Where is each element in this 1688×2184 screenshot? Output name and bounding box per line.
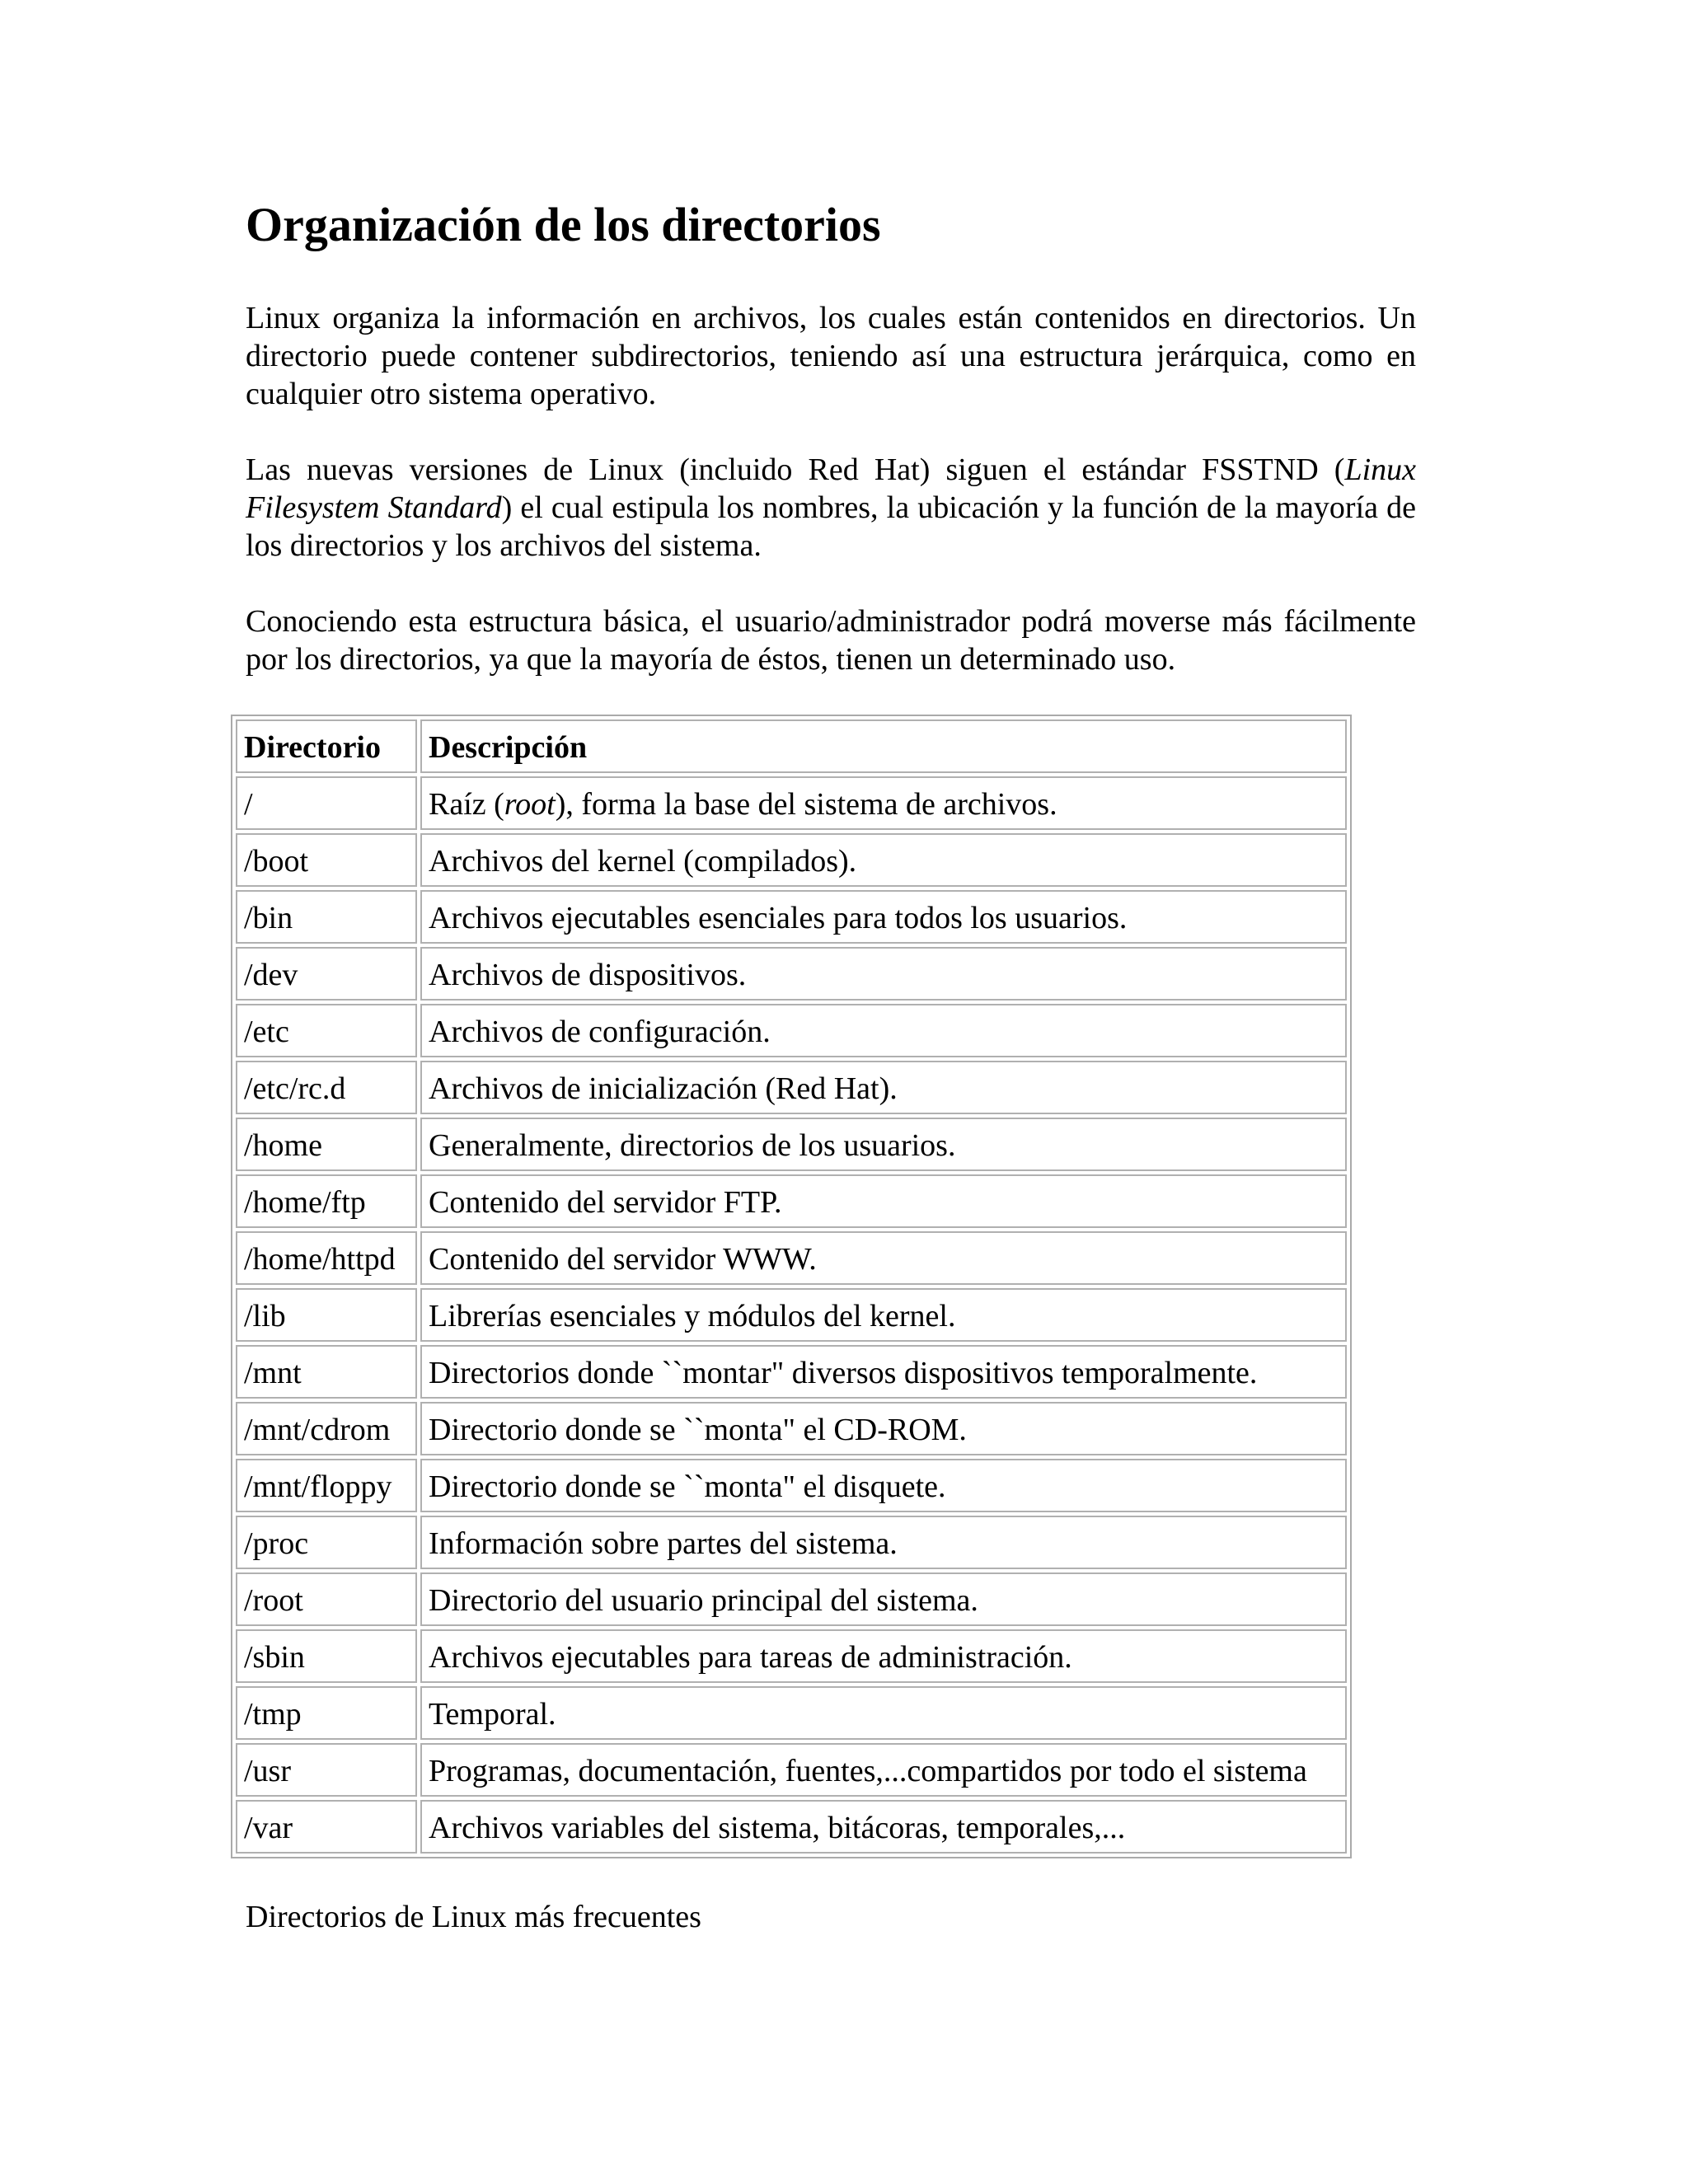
description-cell: Archivos ejecutables esenciales para todos los usuarios. [420, 890, 1347, 944]
table-row [236, 776, 1347, 830]
intro-paragraph: Linux organiza la información en archivos, los cuales están contenidos en directorios. Un directorio puede contener subdirectorios, teniendo así una estructura jerárquica, como en cualquier otro sistema operativo. [246, 300, 1416, 411]
directory-cell: /home/ftp [236, 1174, 417, 1228]
description-cell: Librerías esenciales y módulos del kernel. [420, 1288, 1347, 1342]
root-desc-italic: root [504, 786, 556, 822]
table-row [236, 1345, 1347, 1399]
table-caption: Directorios de Linux más frecuentes [246, 1899, 701, 1934]
table-row [236, 1004, 1347, 1057]
fsstnd-paragraph [246, 451, 1416, 565]
table-row [236, 1061, 1347, 1114]
description-cell: Archivos de inicialización (Red Hat). [420, 1061, 1347, 1114]
table-row [236, 1402, 1347, 1455]
description-cell: Archivos de configuración. [420, 1004, 1347, 1057]
table-row [236, 947, 1347, 1001]
directory-cell: /mnt/cdrom [236, 1402, 417, 1455]
directory-cell: /proc [236, 1516, 417, 1569]
directory-cell: /home/httpd [236, 1231, 417, 1285]
document-page [246, 198, 1416, 1936]
fsstnd-text-after: ) el cual estipula los nombres, la ubicación y la función de la mayoría de los directorios y los archivos del sistema. [246, 490, 1417, 563]
directory-cell: /home [236, 1118, 417, 1171]
table-row [236, 1800, 1347, 1854]
table-row [236, 833, 1347, 887]
table-row [236, 1174, 1347, 1228]
structure-paragraph: Conociendo esta estructura básica, el usuario/administrador podrá moverse más fácilmente por los directorios, ya que la mayoría de éstos, tienen un determinado uso. [246, 603, 1416, 677]
root-desc-after: ), forma la base del sistema de archivos. [555, 786, 1057, 822]
table-row [236, 1629, 1347, 1683]
directory-cell: /dev [236, 947, 417, 1001]
table-row [236, 1118, 1347, 1171]
directory-cell: /etc/rc.d [236, 1061, 417, 1114]
description-cell: Temporal. [420, 1686, 1347, 1740]
directory-cell: /tmp [236, 1686, 417, 1740]
table-row [236, 1288, 1347, 1342]
description-cell: Directorio donde se ``monta" el disquete. [420, 1459, 1347, 1512]
table-row [236, 1459, 1347, 1512]
directory-cell: /var [236, 1800, 417, 1854]
fsstnd-text-italic: Linux Filesystem Standard [246, 452, 1416, 525]
description-cell: Archivos de dispositivos. [420, 947, 1347, 1001]
directory-cell: /mnt/floppy [236, 1459, 417, 1512]
description-cell: Contenido del servidor FTP. [420, 1174, 1347, 1228]
description-cell: Contenido del servidor WWW. [420, 1231, 1347, 1285]
description-cell: Directorio donde se ``monta" el CD-ROM. [420, 1402, 1347, 1455]
directories-table [231, 715, 1352, 1858]
description-cell: Archivos del kernel (compilados). [420, 833, 1347, 887]
page-title: Organización de los directorios [246, 198, 881, 251]
description-cell: Generalmente, directorios de los usuarios. [420, 1118, 1347, 1171]
description-cell: Información sobre partes del sistema. [420, 1516, 1347, 1569]
table-row [236, 890, 1347, 944]
description-cell: Programas, documentación, fuentes,...compartidos por todo el sistema [420, 1743, 1347, 1797]
description-cell: Archivos variables del sistema, bitácoras, temporales,... [420, 1800, 1347, 1854]
description-cell: Directorio del usuario principal del sistema. [420, 1572, 1347, 1626]
directory-cell: /usr [236, 1743, 417, 1797]
directory-cell: /sbin [236, 1629, 417, 1683]
description-cell: Directorios donde ``montar" diversos dispositivos temporalmente. [420, 1345, 1347, 1399]
directory-cell: /boot [236, 833, 417, 887]
directory-cell: /mnt [236, 1345, 417, 1399]
table-row [236, 1231, 1347, 1285]
table-row [236, 1516, 1347, 1569]
directory-cell: /bin [236, 890, 417, 944]
table-row [236, 1743, 1347, 1797]
fsstnd-text-before: Las nuevas versiones de Linux (incluido Red Hat) siguen el estándar FSSTND ( [246, 452, 1345, 487]
table-header-row [236, 719, 1347, 773]
directory-cell: / [236, 776, 417, 830]
directory-cell: /etc [236, 1004, 417, 1057]
header-description: Descripción [420, 719, 1347, 773]
table-row [236, 1572, 1347, 1626]
table-row [236, 1686, 1347, 1740]
directory-cell: /lib [236, 1288, 417, 1342]
description-cell [420, 776, 1347, 830]
directory-cell: /root [236, 1572, 417, 1626]
description-cell: Archivos ejecutables para tareas de administración. [420, 1629, 1347, 1683]
header-directory: Directorio [236, 719, 417, 773]
root-desc-before: Raíz ( [429, 786, 504, 822]
